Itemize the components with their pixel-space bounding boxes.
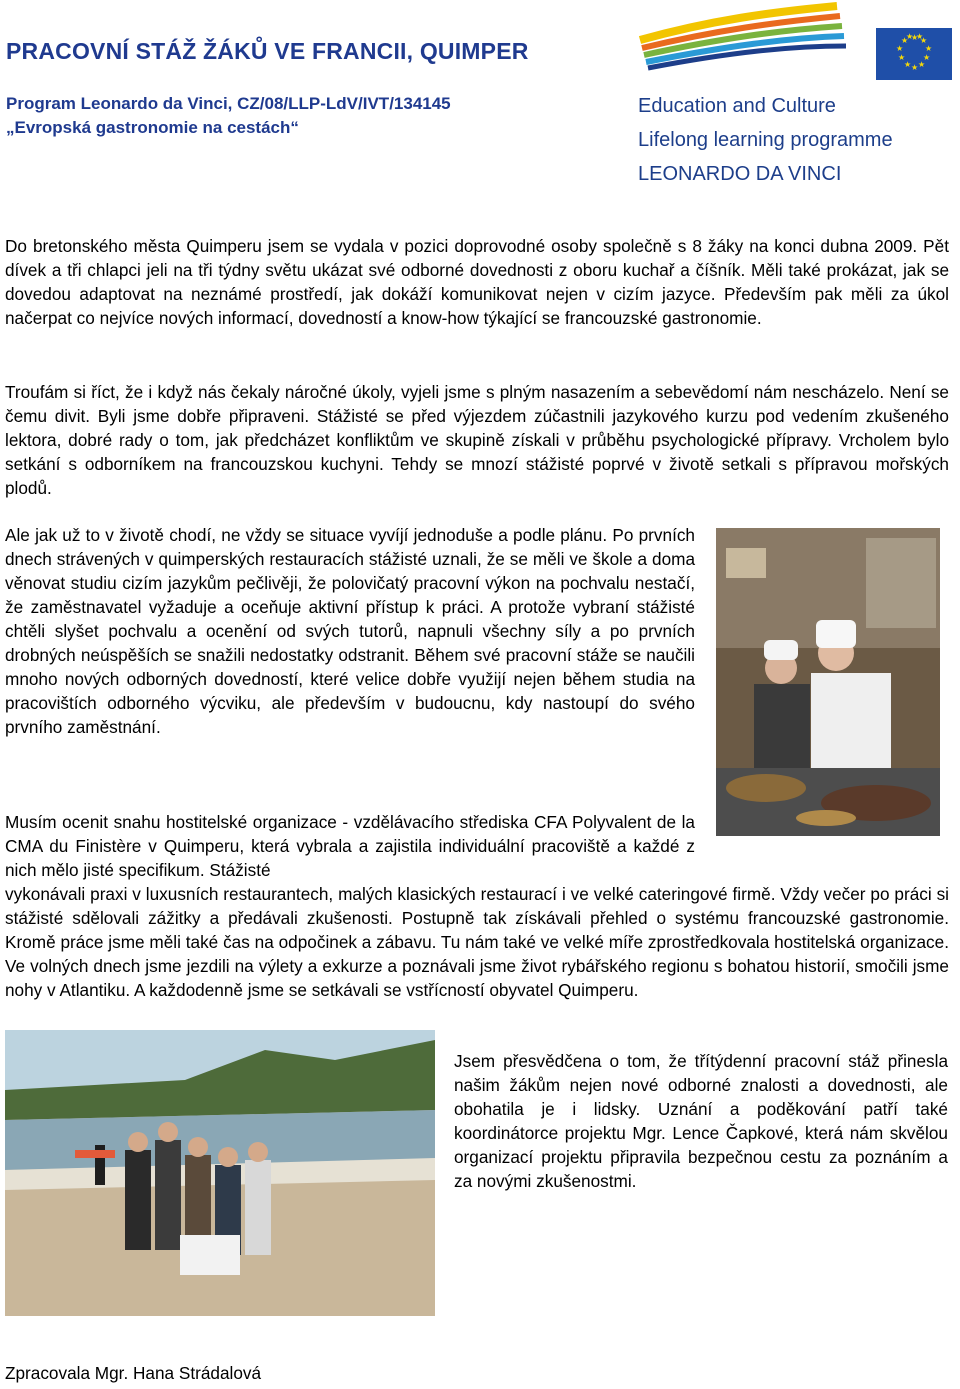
svg-text:★: ★ (925, 44, 933, 53)
svg-text:★: ★ (918, 60, 926, 69)
leonardo-logo (622, 0, 960, 190)
svg-text:★: ★ (901, 36, 909, 45)
author-signature: Zpracovala Mgr. Hana Strádalová (5, 1363, 262, 1383)
paragraph-preparation: Troufám si říct, že i když nás čekaly náročné úkoly, vyjeli jsme s plným nasazením a sebevědomí nám nescházelo. Není se čemu divit. Byli jsme dobře připraveni. Stážisté se před výjezdem zúčastnili jazykového kurzu pod vedením zkušeného lektora, dobré rady o tom, jak předcházet konfliktům ve skupině získali v průběhu psychologické přípravy. Vrcholem bylo setkání s odborníkem na francouzskou kuchyni. Tehdy se mnozí stážisté poprvé v životě setkali s přípravou mořských plodů. (5, 382, 949, 498)
logo-line-1: Education and Culture (638, 95, 836, 117)
svg-text:★: ★ (923, 53, 931, 62)
svg-text:★: ★ (911, 63, 919, 72)
project-name: „Evropská gastronomie na cestách“ (6, 118, 299, 137)
svg-text:★: ★ (920, 36, 928, 45)
eu-flag-icon (876, 28, 952, 80)
paragraph-host-organization: Musím ocenit snahu hostitelské organizace - vzdělávacího střediska CFA Polyvalent de la CMA du Finistère v Quimperu, která vybrala a zajistila individuální pracoviště a každé z nich mělo jisté specifikum. Stážisté (5, 812, 695, 880)
svg-text:★: ★ (916, 32, 924, 41)
page-title: PRACOVNÍ STÁŽ ŽÁKŮ VE FRANCII, QUIMPER (6, 38, 529, 64)
program-code: Program Leonardo da Vinci, CZ/08/LLP-LdV/IVT/134145 (6, 94, 451, 113)
logo-line-3: LEONARDO DA VINCI (638, 163, 842, 185)
kitchen-photo (716, 528, 940, 836)
paragraph-conclusion: Jsem přesvědčena o tom, že třítýdenní pracovní stáž přinesla našim žákům nejen nové odborné znalosti a dovednosti, ale obohatila je i lidsky. Uznání a poděkování patří také koordinátorce projektu Mgr. Lence Čapkové, která nám skvělou organizací projektu připravila bezpečnou cestu za poznáním a za novými zkušenostmi. (454, 1051, 948, 1191)
svg-text:★: ★ (896, 44, 904, 53)
paragraph-host-organization-cont: vykonávali praxi v luxusních restaurantech, malých klasických restaurací i ve velké cateringové firmě. Vždy večer po práci si stážisté sdělovali zážitky a předávali zkušenosti. Postupně tak získávali přehled o systému francouzské gastronomie. Kromě práce jsme měli také čas na odpočinek a zábavu. Tu nám také ve velké míře zprostředkovala hostitelská organizace. Ve volných dnech jsme jezdili na výlety a exkurze a poznávali jsme život rybářského regionu s bohatou historií, smočili jsme nohy v Atlantiku. A každodenně jsme se setkávali se vstřícností obyvatel Quimperu. (5, 884, 949, 1000)
svg-text:★: ★ (911, 33, 919, 42)
paragraph-intro: Do bretonského města Quimperu jsem se vydala v pozici doprovodné osoby společně s 8 žáky na konci dubna 2009. Pět dívek a tři chlapci jeli na tři týdny světu ukázat své odborné dovednosti z oboru kuchař a číšník. Měli také prokázat, jak se dovedou adaptovat na neznámé prostředí, jak dokáží komunikovat nejen v cizím jazyce. Především pak měli za úkol načerpat co nejvíce nových informací, dovedností a know-how týkající se francouzské gastronomie. (5, 236, 949, 328)
svg-text:★: ★ (904, 60, 912, 69)
svg-text:★: ★ (906, 32, 914, 41)
svg-text:★: ★ (898, 53, 906, 62)
beach-photo (5, 1030, 435, 1316)
paragraph-experience: Ale jak už to v životě chodí, ne vždy se situace vyvíjí jednoduše a podle plánu. Po prvních dnech strávených v quimperských restauracích stážisté uznali, že se měli ve škole a doma věnovat studiu cizím jazykům pečlivěji, že polovičatý pracovní výkon na pochvalu nestačí, že zaměstnavatel vyžaduje a oceňuje aktivní přístup k práci. A protože vybraní stážisté chtěli slyšet pochvalu a ocenění od svých tutorů, napnuli všechny síly a po prvních drobných neúspěších se snažili nedostatky odstranit. Během své pracovní stáže se naučili mnoho nových odborných dovedností, které velice dobře využijí nejen během studia na pracovištích odborného výcviku, ale především v budoucnu, kdy nastoupí do svého prvního zaměstnání. (5, 525, 695, 737)
logo-line-2: Lifelong learning programme (638, 129, 893, 151)
